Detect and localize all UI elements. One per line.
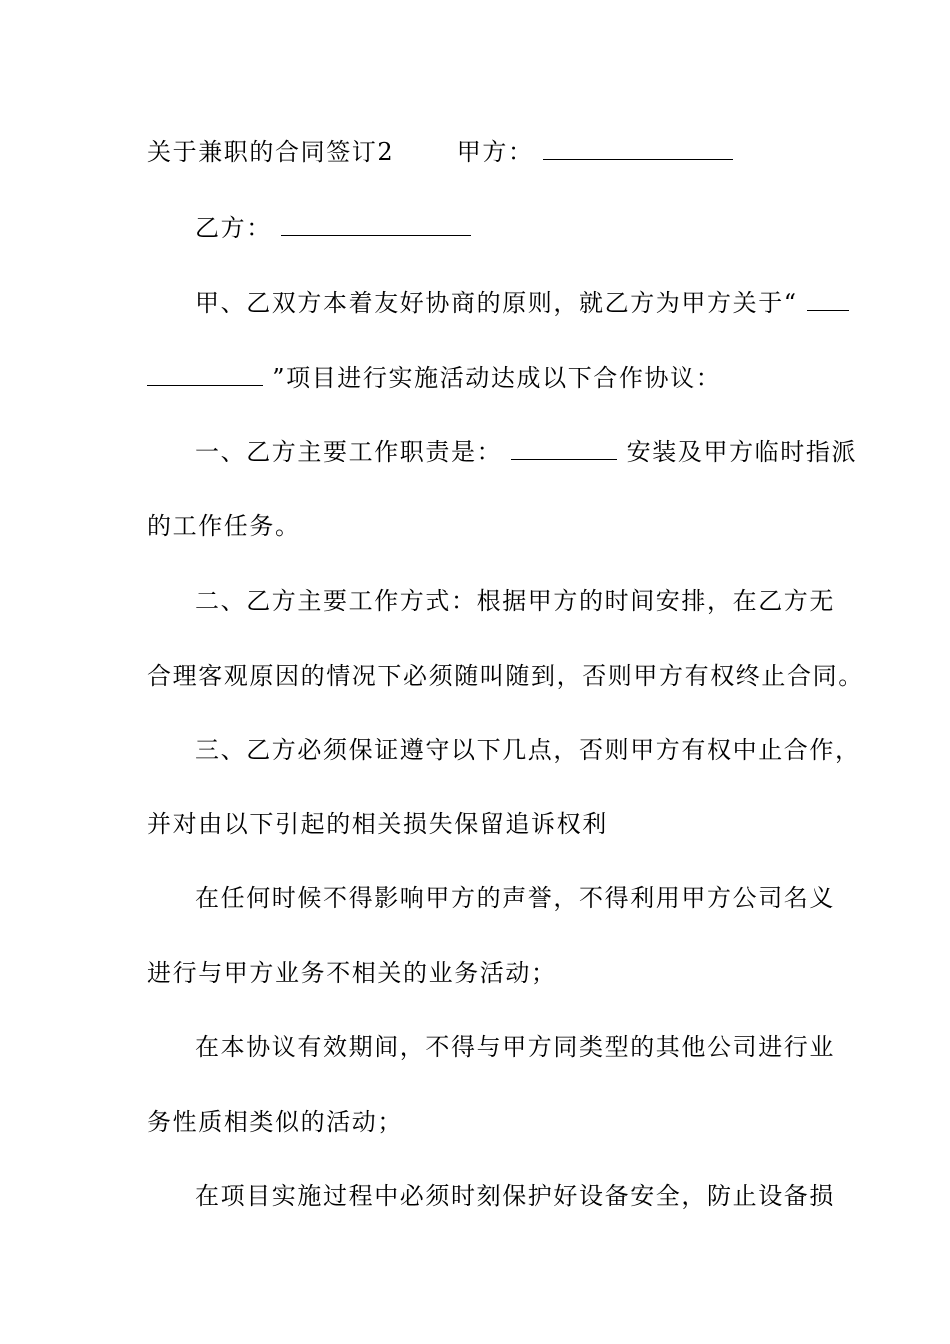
clause-2-line-2: 合理客观原因的情况下必须随叫随到，否则甲方有权终止合同。 bbox=[147, 662, 864, 690]
item-3-line-1: 在项目实施过程中必须时刻保护好设备安全，防止设备损 bbox=[195, 1182, 835, 1210]
document-title: 关于兼职的合同签订2 bbox=[147, 138, 395, 166]
clause-2-line-1: 二、乙方主要工作方式：根据甲方的时间安排，在乙方无 bbox=[195, 587, 835, 615]
clause-1-text-after: 安装及甲方临时指派 bbox=[626, 438, 858, 466]
party-b-label: 乙方： bbox=[195, 214, 272, 242]
clause-3-line-2: 并对由以下引起的相关损失保留追诉权利 bbox=[147, 810, 608, 838]
party-a-blank bbox=[543, 137, 733, 160]
intro-text-1: 甲、乙双方本着友好协商的原则，就乙方为甲方关于“ bbox=[195, 289, 798, 317]
title-line bbox=[147, 136, 827, 168]
intro-line-1 bbox=[147, 287, 875, 319]
clause-1-text-before: 一、乙方主要工作职责是： bbox=[195, 438, 503, 466]
intro-text-2: ”项目进行实施活动达成以下合作协议： bbox=[272, 364, 722, 392]
party-b-blank bbox=[281, 213, 471, 236]
party-b-line bbox=[147, 212, 875, 244]
clause-3-line-1: 三、乙方必须保证遵守以下几点，否则甲方有权中止合作， bbox=[195, 736, 861, 764]
intro-line-2 bbox=[147, 362, 827, 394]
project-blank-2 bbox=[147, 363, 263, 386]
item-2-line-1: 在本协议有效期间，不得与甲方同类型的其他公司进行业 bbox=[195, 1033, 835, 1061]
clause-1-line-2: 的工作任务。 bbox=[147, 512, 301, 540]
project-blank-1 bbox=[807, 288, 849, 311]
item-1-line-2: 进行与甲方业务不相关的业务活动； bbox=[147, 959, 557, 987]
duty-blank bbox=[511, 437, 617, 460]
item-1-line-1: 在任何时候不得影响甲方的声誉，不得利用甲方公司名义 bbox=[195, 884, 835, 912]
item-2-line-2: 务性质相类似的活动； bbox=[147, 1108, 403, 1136]
party-a-label: 甲方： bbox=[456, 138, 534, 166]
clause-1-line-1 bbox=[147, 436, 875, 468]
